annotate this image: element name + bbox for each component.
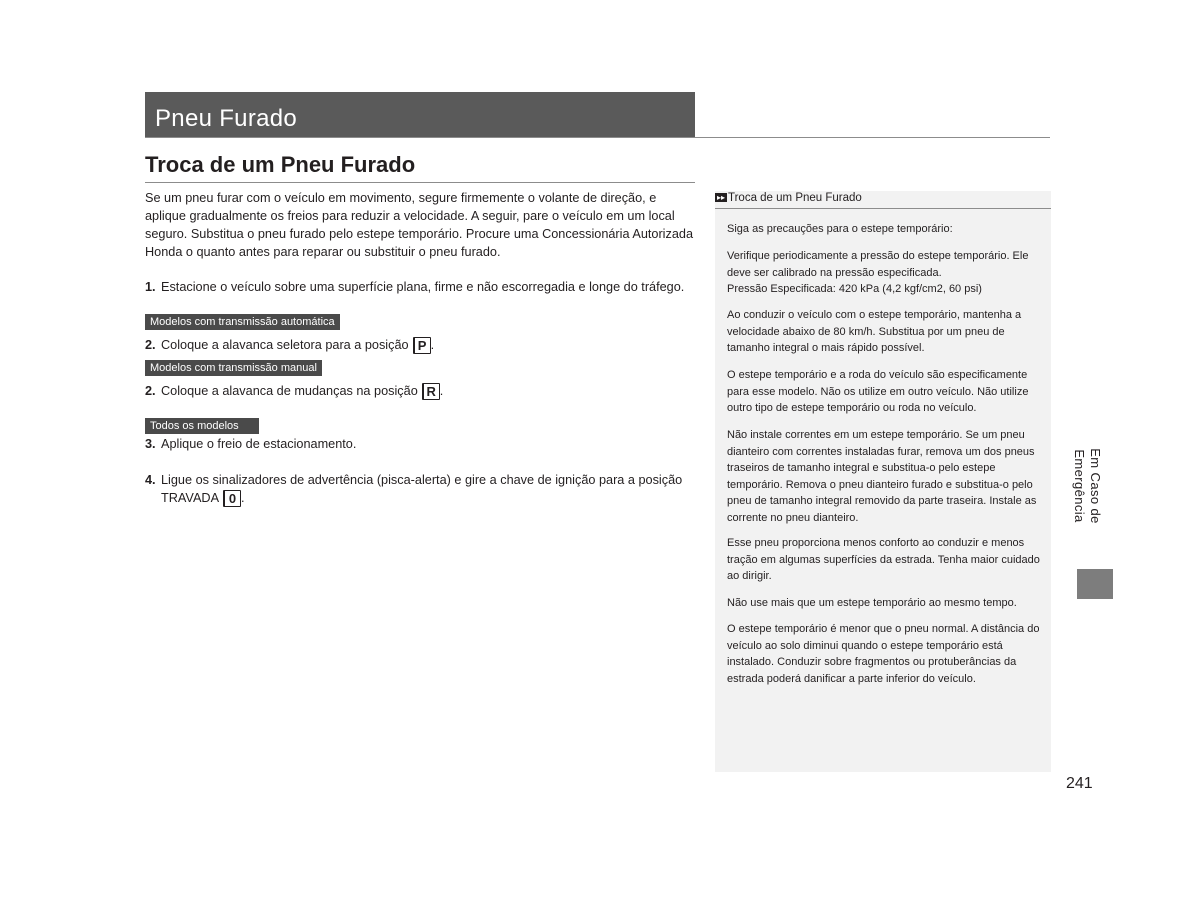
step-number: 3. xyxy=(145,437,156,451)
badge-automatic-models: Modelos com transmissão automática xyxy=(145,314,340,330)
step-2-manual xyxy=(145,382,705,400)
chapter-title: Pneu Furado xyxy=(155,105,298,132)
gear-key-p-icon: P xyxy=(413,337,431,354)
note-comfort: Esse pneu proporciona menos conforto ao conduzir e menos tração em algumas superfícies da estrada. Tenha maior cuidado ao dirigir. xyxy=(727,537,1040,582)
step-text: Coloque a alavanca seletora para a posição xyxy=(161,338,409,352)
side-tab-label: Em Caso de Emergência xyxy=(1072,448,1103,524)
step-4 xyxy=(145,471,700,507)
chapter-divider xyxy=(145,137,1050,138)
step-1 xyxy=(145,278,705,296)
step-3 xyxy=(145,435,705,453)
chapter-title-bar xyxy=(145,92,695,137)
sidebar-header xyxy=(715,191,1051,209)
badge-manual-models: Modelos com transmissão manual xyxy=(145,360,322,376)
note-ground-clearance: O estepe temporário é menor que o pneu normal. A distância do veículo ao solo diminui quando o estepe temporário está instalado. Conduzir sobre fragmentos ou protuberâncias da estrada poderá danificar a parte inferior do veículo. xyxy=(727,623,1040,685)
page-number: 241 xyxy=(1066,775,1093,792)
step-text: Ligue os sinalizadores de advertência (pisca-alerta) e gire a chave de ignição para a posição xyxy=(161,473,683,487)
step-text: Estacione o veículo sobre uma superfície plana, firme e não escorregadia e longe do tráfego. xyxy=(161,280,685,294)
note-speed-limit: Ao conduzir o veículo com o estepe temporário, mantenha a velocidade abaixo de 80 km/h. Substitua por um pneu de tamanho integral o mais rápido possível. xyxy=(727,309,1022,354)
section-title: Troca de um Pneu Furado xyxy=(145,152,416,177)
step-text: Coloque a alavanca de mudanças na posição xyxy=(161,384,418,398)
reference-arrow-icon: ▸▸ xyxy=(716,193,726,203)
gear-key-r-icon: R xyxy=(422,383,440,400)
section-divider xyxy=(145,182,695,183)
step-number: 2. xyxy=(145,338,156,352)
badge-all-models: Todos os modelos xyxy=(145,418,259,434)
step-number: 4. xyxy=(145,473,156,487)
note-precautions: Siga as precauções para o estepe temporário: xyxy=(727,223,953,235)
sidebar-header-label: Troca de um Pneu Furado xyxy=(728,192,862,204)
step-continuation xyxy=(145,489,700,507)
step-number: 1. xyxy=(145,280,156,294)
note-check-pressure: Verifique periodicamente a pressão do estepe temporário. Ele deve ser calibrado na pressão especificada. xyxy=(727,250,1029,279)
sidebar-notes-panel xyxy=(715,191,1051,772)
side-tab-marker xyxy=(1077,569,1113,599)
step-text-2: TRAVADA xyxy=(161,491,220,505)
note-one-spare: Não use mais que um estepe temporário ao mesmo tempo. xyxy=(727,597,1017,609)
note-specified-pressure: Pressão Especificada: 420 kPa (4,2 kgf/cm2, 60 psi) xyxy=(727,283,982,295)
intro-paragraph: Se um pneu furar com o veículo em movimento, segure firmemente o volante de direção, e aplique gradualmente os freios para reduzir a velocidade. A seguir, pare o veículo em um local seguro. Substitua o pneu furado pelo estepe temporário. Procure uma Concessionária Autorizada Honda o quanto antes para reparar ou substituir o pneu furado. xyxy=(145,191,694,259)
step-end: . xyxy=(241,491,245,505)
step-2-automatic xyxy=(145,336,705,354)
note-model-specific: O estepe temporário e a roda do veículo são especificamente para esse modelo. Não os utilize em outro veículo. Não utilize outro tipo de estepe temporário ou roda no veículo. xyxy=(727,369,1029,414)
note-snow-chains: Não instale correntes em um estepe temporário. Se um pneu dianteiro com correntes instaladas furar, remova um dos pneus traseiros de tamanho integral e substitua-o pelo estepe temporário. Remova o pneu dianteiro furado e substitua-o pelo pneu de tamanho integral removido da parte traseira. Instale as corrente no pneu dianteiro. xyxy=(727,429,1037,524)
step-end: . xyxy=(430,338,435,352)
step-text: Aplique o freio de estacionamento. xyxy=(161,437,357,451)
step-end: . xyxy=(439,384,444,398)
ignition-key-0-icon: 0 xyxy=(223,490,241,507)
step-number: 2. xyxy=(145,384,156,398)
